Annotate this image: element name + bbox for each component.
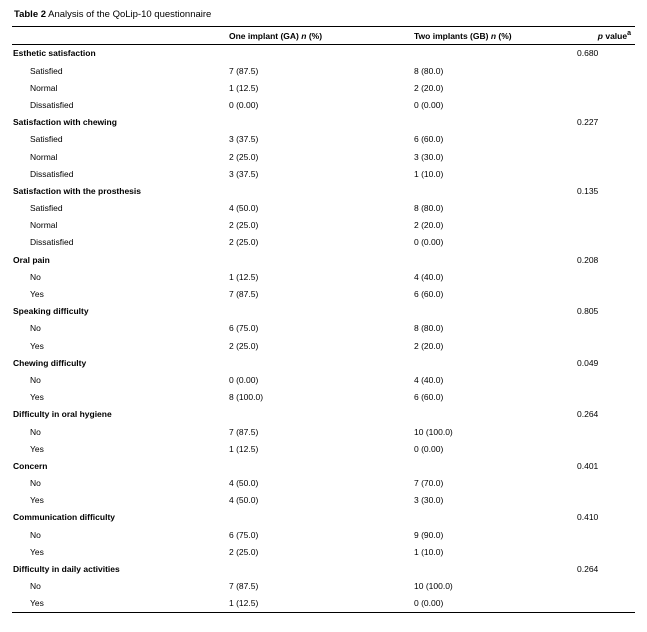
cell-group-a: 6 (75.0) xyxy=(229,529,259,540)
cell-group-a xyxy=(227,457,412,474)
table-row xyxy=(12,406,635,423)
cell-group-b: 6 (60.0) xyxy=(414,289,444,300)
row-group-label: Communication difficulty xyxy=(13,512,115,523)
table-row xyxy=(12,165,635,182)
cell-group-b: 8 (80.0) xyxy=(414,65,444,76)
row-item-label: Dissatisfied xyxy=(30,99,74,110)
row-item-label: Satisfied xyxy=(30,65,63,76)
row-item-label: Dissatisfied xyxy=(30,168,74,179)
table-row xyxy=(12,182,635,199)
cell-p-value xyxy=(575,285,635,302)
table-row xyxy=(12,457,635,474)
cell-group-a: 4 (50.0) xyxy=(229,203,259,214)
row-item-label: No xyxy=(30,271,41,282)
cell-p-value xyxy=(575,389,635,406)
row-group-label: Difficulty in daily activities xyxy=(13,564,120,575)
cell-p-value xyxy=(575,526,635,543)
table-row xyxy=(12,389,635,406)
table-row xyxy=(12,578,635,595)
row-item-label: No xyxy=(30,529,41,540)
cell-p-value xyxy=(575,165,635,182)
row-item-label: Satisfied xyxy=(30,203,63,214)
cell-group-a: 1 (12.5) xyxy=(227,595,412,613)
table-row xyxy=(12,560,635,577)
cell-group-b: 0 (0.00) xyxy=(414,99,444,110)
table-row xyxy=(12,303,635,320)
cell-p-value xyxy=(575,595,635,613)
cell-group-a xyxy=(227,182,412,199)
table-body xyxy=(12,44,635,612)
row-item-label: Normal xyxy=(30,220,58,231)
cell-group-a xyxy=(227,354,412,371)
cell-group-a: 2 (25.0) xyxy=(229,151,259,162)
row-item-label: No xyxy=(30,374,41,385)
row-group-label: Oral pain xyxy=(13,254,50,265)
row-group-label: Concern xyxy=(13,460,48,471)
cell-p-value xyxy=(575,200,635,217)
row-item-label: Yes xyxy=(30,340,44,351)
cell-group-b: 4 (40.0) xyxy=(414,374,444,385)
table-row xyxy=(12,268,635,285)
table-row xyxy=(12,492,635,509)
cell-group-b: 9 (90.0) xyxy=(414,529,444,540)
cell-group-a: 0 (0.00) xyxy=(229,99,259,110)
table-row xyxy=(12,62,635,79)
cell-group-a: 1 (12.5) xyxy=(229,82,259,93)
cell-group-b xyxy=(412,354,575,371)
cell-p-value: 0.264 xyxy=(577,564,599,575)
row-item-label: Normal xyxy=(30,82,58,93)
cell-group-b: 0 (0.00) xyxy=(412,595,575,613)
cell-group-b xyxy=(412,509,575,526)
cell-group-a: 0 (0.00) xyxy=(229,374,259,385)
table-row xyxy=(12,543,635,560)
cell-group-b: 10 (100.0) xyxy=(414,581,453,592)
cell-group-b: 2 (20.0) xyxy=(414,340,444,351)
cell-p-value xyxy=(575,148,635,165)
row-item-label: Dissatisfied xyxy=(30,237,74,248)
cell-group-a: 1 (12.5) xyxy=(229,443,259,454)
cell-p-value xyxy=(575,543,635,560)
column-header-group-a-pct: (%) xyxy=(306,30,323,41)
cell-p-value: 0.410 xyxy=(577,512,599,523)
cell-group-a: 6 (75.0) xyxy=(229,323,259,334)
table-row xyxy=(12,526,635,543)
table-row xyxy=(12,148,635,165)
row-item-label: Yes xyxy=(30,289,44,300)
cell-p-value xyxy=(575,62,635,79)
cell-group-a: 4 (50.0) xyxy=(229,495,259,506)
cell-group-b xyxy=(412,303,575,320)
row-group-label: Esthetic satisfaction xyxy=(13,48,96,59)
cell-group-a: 8 (100.0) xyxy=(229,392,264,403)
row-item-label: Yes xyxy=(30,392,44,403)
cell-group-a xyxy=(227,114,412,131)
table-row xyxy=(12,440,635,457)
column-header-p-text: value xyxy=(602,30,628,41)
cell-group-a: 7 (87.5) xyxy=(229,426,259,437)
cell-p-value: 0.208 xyxy=(577,254,599,265)
column-header-group-b-text: Two implants (GB) xyxy=(414,30,491,41)
cell-p-value xyxy=(575,423,635,440)
row-item-label: No xyxy=(30,426,41,437)
qolip-table xyxy=(12,26,635,613)
cell-group-b xyxy=(412,251,575,268)
row-item-label: Yes xyxy=(30,546,44,557)
row-item-label: Yes xyxy=(30,443,44,454)
cell-group-a: 2 (25.0) xyxy=(229,340,259,351)
table-row xyxy=(12,200,635,217)
cell-p-value xyxy=(575,131,635,148)
column-header-group-a xyxy=(227,27,412,45)
cell-group-a: 7 (87.5) xyxy=(229,65,259,76)
cell-p-value: 0.135 xyxy=(577,185,599,196)
table-header-row xyxy=(12,27,635,45)
cell-group-a xyxy=(227,509,412,526)
row-item-label: Satisfied xyxy=(30,134,63,145)
cell-group-b: 4 (40.0) xyxy=(414,271,444,282)
cell-group-a xyxy=(227,44,412,62)
column-header-group-a-n: n xyxy=(301,30,307,41)
row-item-label: No xyxy=(30,478,41,489)
cell-group-b xyxy=(412,406,575,423)
cell-group-b: 2 (20.0) xyxy=(414,220,444,231)
cell-group-a xyxy=(227,560,412,577)
cell-p-value xyxy=(575,371,635,388)
cell-group-a: 7 (87.5) xyxy=(229,289,259,300)
table-head xyxy=(12,27,635,45)
cell-p-value xyxy=(575,217,635,234)
row-item-label: Yes xyxy=(12,595,227,613)
column-header-group-a-text: One implant (GA) xyxy=(229,30,302,41)
cell-group-b: 8 (80.0) xyxy=(414,323,444,334)
table-row xyxy=(12,251,635,268)
table-row xyxy=(12,320,635,337)
row-group-label: Difficulty in oral hygiene xyxy=(13,409,112,420)
cell-group-b: 3 (30.0) xyxy=(414,495,444,506)
cell-group-b: 6 (60.0) xyxy=(414,392,444,403)
cell-group-b xyxy=(412,560,575,577)
cell-group-a: 2 (25.0) xyxy=(229,220,259,231)
cell-group-a: 1 (12.5) xyxy=(229,271,259,282)
column-header-item xyxy=(12,27,227,45)
column-header-group-b-n: n xyxy=(490,30,497,41)
cell-p-value xyxy=(575,440,635,457)
cell-p-value xyxy=(575,79,635,96)
cell-p-value: 0.805 xyxy=(577,306,599,317)
row-item-label: Normal xyxy=(30,151,58,162)
cell-group-b: 8 (80.0) xyxy=(414,203,444,214)
row-group-label: Satisfaction with the prosthesis xyxy=(13,185,141,196)
cell-group-b: 3 (30.0) xyxy=(414,151,444,162)
table-row xyxy=(12,509,635,526)
cell-group-a: 3 (37.5) xyxy=(229,134,259,145)
cell-group-a: 3 (37.5) xyxy=(229,168,259,179)
cell-p-value: 0.049 xyxy=(577,357,599,368)
cell-group-b: 1 (10.0) xyxy=(414,546,444,557)
cell-group-b: 7 (70.0) xyxy=(414,478,444,489)
cell-p-value: 0.401 xyxy=(577,460,599,471)
cell-p-value xyxy=(575,475,635,492)
table-row xyxy=(12,79,635,96)
cell-group-b: 10 (100.0) xyxy=(414,426,453,437)
cell-group-a xyxy=(227,406,412,423)
cell-group-b: 0 (0.00) xyxy=(414,237,444,248)
table-row xyxy=(12,423,635,440)
cell-p-value xyxy=(575,578,635,595)
table-row xyxy=(12,337,635,354)
column-header-group-b xyxy=(412,27,575,45)
table-caption-text: Analysis of the QoLip-10 questionnaire xyxy=(48,9,212,20)
cell-p-value: 0.227 xyxy=(577,117,599,128)
cell-group-a xyxy=(227,251,412,268)
cell-group-b xyxy=(412,457,575,474)
cell-group-b xyxy=(412,44,575,62)
column-header-p-italic: p xyxy=(597,30,603,41)
cell-p-value xyxy=(575,268,635,285)
cell-p-value xyxy=(575,492,635,509)
cell-p-value xyxy=(575,320,635,337)
cell-p-value xyxy=(575,234,635,251)
table-caption xyxy=(14,8,635,21)
row-group-label: Chewing difficulty xyxy=(13,357,87,368)
cell-group-a: 2 (25.0) xyxy=(229,546,259,557)
cell-p-value: 0.680 xyxy=(577,48,599,59)
cell-p-value: 0.264 xyxy=(577,409,599,420)
table-row xyxy=(12,96,635,113)
cell-group-b: 6 (60.0) xyxy=(414,134,444,145)
column-header-p-footnote-marker: a xyxy=(627,30,631,37)
table-row xyxy=(12,475,635,492)
table-row xyxy=(12,131,635,148)
column-header-group-b-pct: (%) xyxy=(496,30,512,41)
row-item-label: No xyxy=(30,581,41,592)
cell-group-a: 4 (50.0) xyxy=(229,478,259,489)
table-row xyxy=(12,234,635,251)
cell-group-a: 2 (25.0) xyxy=(229,237,259,248)
row-group-label: Speaking difficulty xyxy=(13,306,89,317)
column-header-p-value xyxy=(575,27,635,45)
cell-group-a: 7 (87.5) xyxy=(229,581,259,592)
cell-group-b xyxy=(412,114,575,131)
cell-group-b: 2 (20.0) xyxy=(414,82,444,93)
cell-p-value xyxy=(575,337,635,354)
table-row xyxy=(12,285,635,302)
cell-group-b xyxy=(412,182,575,199)
table-row xyxy=(12,217,635,234)
row-item-label: Yes xyxy=(30,495,44,506)
cell-group-b: 0 (0.00) xyxy=(414,443,444,454)
table-row xyxy=(12,354,635,371)
table-row xyxy=(12,44,635,62)
cell-group-a xyxy=(227,303,412,320)
cell-p-value xyxy=(575,96,635,113)
table-row xyxy=(12,371,635,388)
cell-group-b: 1 (10.0) xyxy=(414,168,444,179)
row-item-label: No xyxy=(30,323,41,334)
table-row xyxy=(12,114,635,131)
table-caption-label: Table 2 xyxy=(14,9,47,20)
table-row xyxy=(12,595,635,613)
row-group-label: Satisfaction with chewing xyxy=(13,117,117,128)
